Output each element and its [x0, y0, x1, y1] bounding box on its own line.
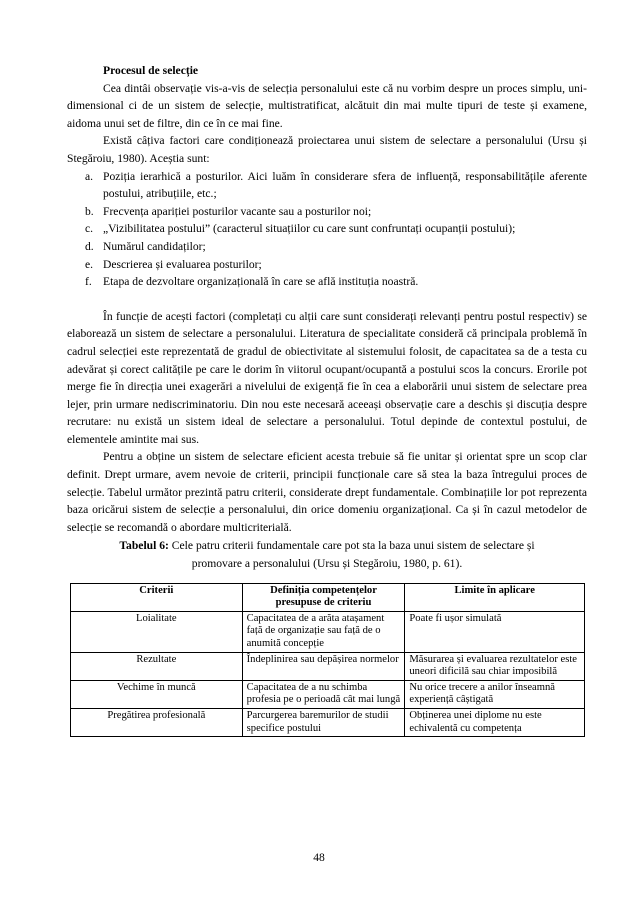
list-marker: e.: [85, 257, 94, 271]
list-item-text: Numărul candidaților;: [103, 239, 206, 253]
table-header-cell: Limite în aplicare: [405, 583, 585, 611]
list-marker: c.: [85, 222, 94, 236]
paragraph-factors-discussion: În funcție de acești factori (completați cu alții care sunt considerați relevanți pentru postul respectiv) se elaborează un sistem de selectare a personalului. Literatura de specialitate consideră că principala problemă în cadrul selecției este reprezentată de gradul de obiectivitate al sistemului folosit, de capacitatea sa de a testa cu adevărat și corect calitățile pe care le dorim în viitorul ocupant/ocupantă a postului scos la concurs. Erorile pot merge fie în direcția unei exagerări a nivelului de exigență fie în cea a elaborării unui sistem de selectare prea lejer, prin urmare nediscriminatoriu. Din nou este necesară aceeași observație care a deschis și discuția despre recrutare: nu există un sistem ideal de selectare a personalului. Totul depinde de contextul postului, de elementele amintite mai sus.: [67, 309, 587, 446]
table-cell-definition: Îndeplinirea sau depășirea normelor: [242, 652, 405, 680]
table-row: [71, 652, 585, 680]
list-item-text: Frecvența apariției posturilor vacante sau a posturilor noi;: [103, 204, 372, 218]
table-header-cell: Criterii: [71, 583, 243, 611]
list-marker: b.: [85, 204, 94, 218]
list-item-text: Etapa de dezvoltare organizațională în care se află instituția noastră.: [103, 275, 419, 289]
table-cell-criterion: Rezultate: [71, 652, 243, 680]
criteria-table: [70, 583, 585, 738]
list-item: [85, 203, 587, 221]
table-cell-criterion: Loialitate: [71, 611, 243, 652]
table-header-cell: Definiția competențelor presupuse de criteriu: [242, 583, 405, 611]
table-caption: [67, 537, 587, 572]
table-cell-definition: Capacitatea de a arăta atașament față de organizație sau față de o anumită concepție: [242, 611, 405, 652]
list-marker: d.: [85, 239, 94, 253]
paragraph-intro: Cea dintâi observație vis-a-vis de selecția personalului este că nu vorbim despre un proces simplu, uni-dimensional ci de un sistem de selecție, multistratificat, alcătuit din mai multe tipuri de teste și examene, aidoma unui set de filtre, din ce în ce mai fine.: [67, 81, 587, 130]
list-marker: f.: [85, 275, 92, 289]
page-number: 48: [313, 851, 325, 864]
paragraph-factors-intro: Există câțiva factori care condiționează proiectarea unui sistem de selectare a personalului (Ursu și Stegăroiu, 1980). Aceștia sunt:: [67, 134, 587, 165]
table-row: [71, 611, 585, 652]
table-cell-limits: Obținerea unei diplome nu este echivalentă cu competența: [405, 708, 585, 736]
section-heading: Procesul de selecție: [103, 64, 199, 77]
list-item: [85, 238, 587, 256]
table-caption-text-line2: promovare a personalului (Ursu și Stegăroiu, 1980, p. 61).: [191, 557, 463, 571]
table-caption-text: Cele patru criterii fundamentale care pot sta la baza unui sistem de selectare și: [168, 539, 535, 553]
table-cell-criterion: Vechime în muncă: [71, 680, 243, 708]
list-item: [85, 220, 587, 238]
list-item: [85, 273, 587, 291]
list-marker: a.: [85, 169, 94, 183]
list-item-text: „Vizibilitatea postului” (caracterul situațiilor cu care sunt confruntați ocupanții postului);: [103, 222, 516, 236]
list-item-text: Poziția ierarhică a posturilor. Aici luăm în considerare sfera de influență, responsabilitățile aferente postului, atribuțiile, etc.;: [103, 169, 587, 201]
table-row: [71, 708, 585, 736]
table-cell-limits: Măsurarea și evaluarea rezultatelor este uneori dificilă sau chiar imposibilă: [405, 652, 585, 680]
table-cell-definition: Parcurgerea baremurilor de studii specifice postului: [242, 708, 405, 736]
paragraph-criteria-intro: Pentru a obține un sistem de selectare eficient acesta trebuie să fie unitar și orientat spre un scop clar definit. Drept urmare, avem nevoie de criterii, principii funcționale care să stea la baza întregului proces de selecție. Tabelul următor prezintă patru criterii, considerate drept fundamentale. Combinațiile lor pot reprezenta baza oricărui sistem de selecție a personalului, din orice domeniu organizațional. Ca și în cazul metodelor de selecție se recomandă o abordare multicriterială.: [67, 450, 587, 534]
paragraph-spacer: [67, 291, 587, 308]
list-item-text: Descrierea și evaluarea posturilor;: [103, 257, 262, 271]
list-item: [85, 256, 587, 274]
document-page: [67, 62, 587, 737]
list-item: [85, 168, 587, 203]
table-header-row: [71, 583, 585, 611]
table-caption-label: Tabelul 6:: [119, 539, 169, 553]
table-cell-limits: Nu orice trecere a anilor înseamnă experiență câștigată: [405, 680, 585, 708]
table-cell-definition: Capacitatea de a nu schimba profesia pe o perioadă cât mai lungă: [242, 680, 405, 708]
table-cell-criterion: Pregătirea profesională: [71, 708, 243, 736]
table-row: [71, 680, 585, 708]
table-cell-limits: Poate fi ușor simulată: [405, 611, 585, 652]
factors-list: [67, 168, 587, 291]
